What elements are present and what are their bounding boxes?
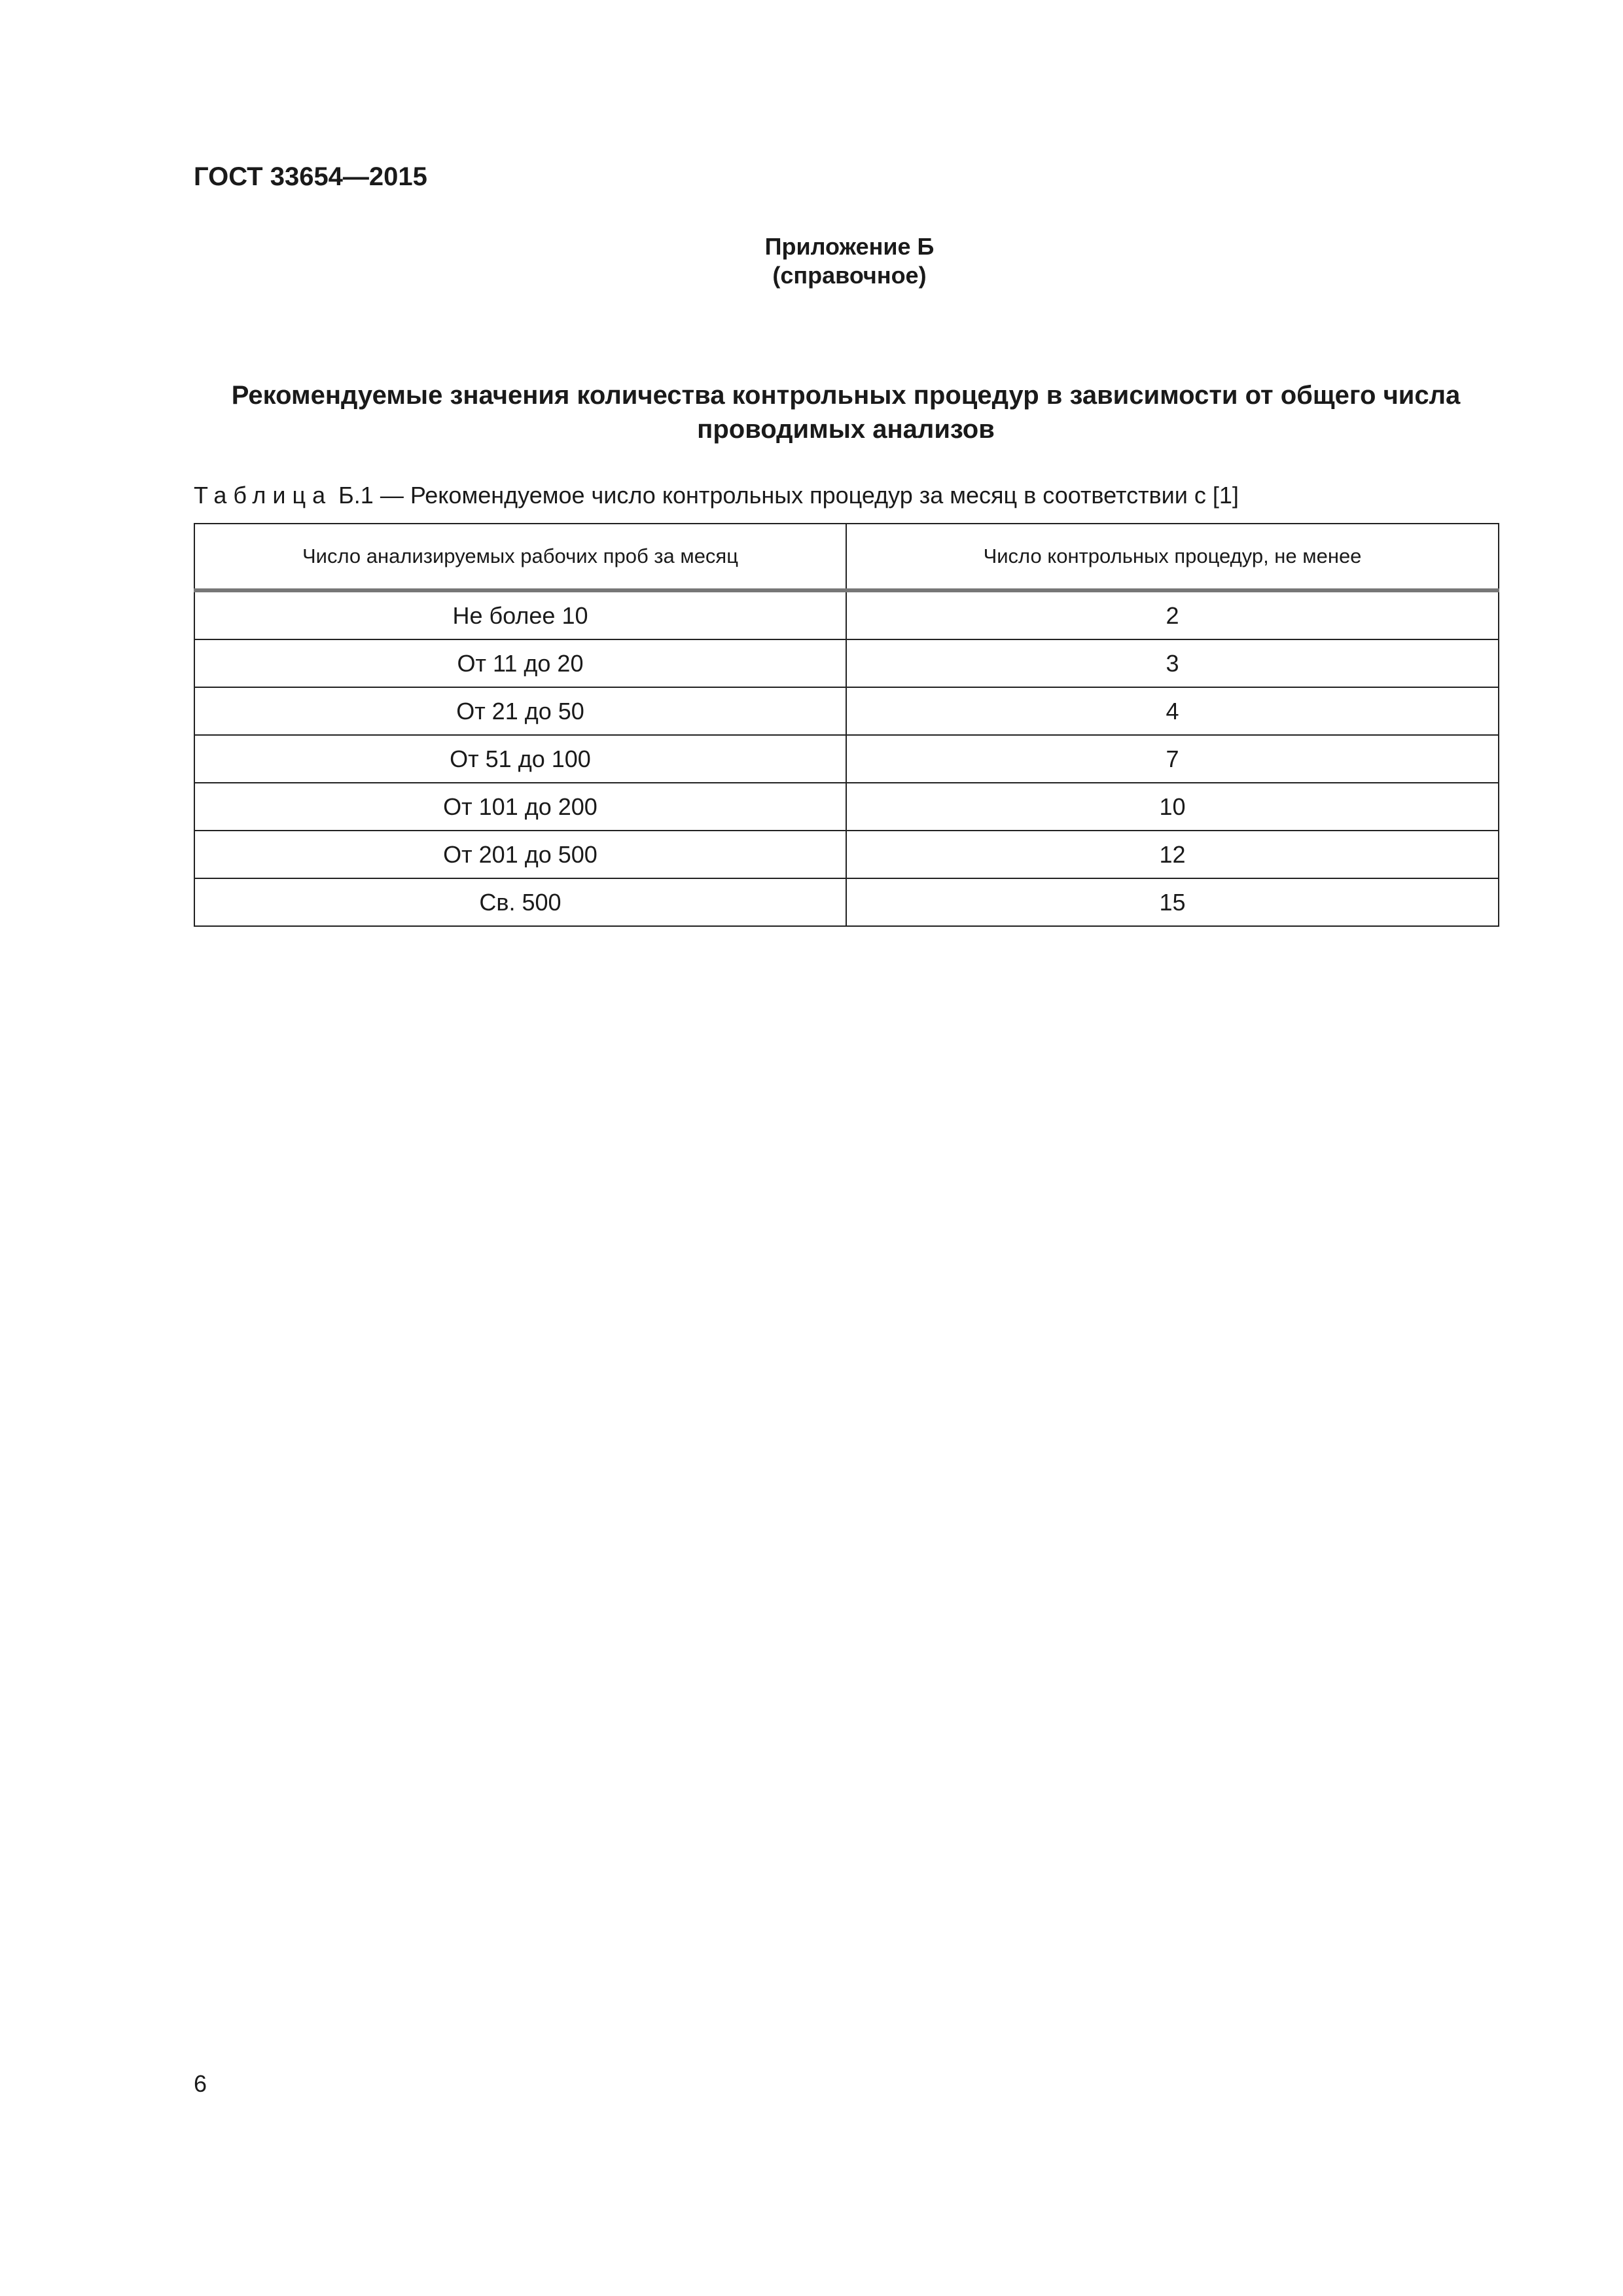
table-row — [194, 831, 1499, 878]
table-row — [194, 735, 1499, 783]
document-code: ГОСТ 33654—2015 — [194, 162, 427, 191]
table-cell-samples: Не более 10 — [194, 590, 846, 639]
table-cell-samples: От 201 до 500 — [194, 831, 846, 878]
table-cell-samples: Св. 500 — [194, 878, 846, 926]
procedures-table — [194, 523, 1499, 927]
table-caption — [194, 481, 1239, 510]
table-row — [194, 590, 1499, 639]
table-cell-procedures: 4 — [846, 687, 1499, 735]
table-cell-samples: От 11 до 20 — [194, 639, 846, 687]
table-caption-label: Таблица — [194, 482, 332, 509]
table-cell-procedures: 10 — [846, 783, 1499, 831]
table-cell-samples: От 101 до 200 — [194, 783, 846, 831]
column-header-procedures: Число контрольных процедур, не менее — [846, 524, 1499, 590]
annex-title: Приложение Б — [764, 233, 935, 260]
section-title: Рекомендуемые значения количества контрольных процедур в зависимости от общего числа проводимых анализов — [231, 381, 1461, 444]
table-cell-procedures: 2 — [846, 590, 1499, 639]
table-cell-samples: От 51 до 100 — [194, 735, 846, 783]
table-row — [194, 878, 1499, 926]
table-caption-text: Б.1 — Рекомендуемое число контрольных процедур за месяц в соответствии с [1] — [338, 482, 1239, 509]
page-number: 6 — [194, 2070, 207, 2097]
table-row — [194, 783, 1499, 831]
annex-kind: (справочное) — [772, 262, 927, 289]
table-row — [194, 639, 1499, 687]
table-cell-procedures: 3 — [846, 639, 1499, 687]
table-header-row — [194, 524, 1499, 590]
table-cell-procedures: 15 — [846, 878, 1499, 926]
table-cell-procedures: 7 — [846, 735, 1499, 783]
table-row — [194, 687, 1499, 735]
column-header-samples: Число анализируемых рабочих проб за месяц — [194, 524, 846, 590]
table-cell-procedures: 12 — [846, 831, 1499, 878]
table-cell-samples: От 21 до 50 — [194, 687, 846, 735]
